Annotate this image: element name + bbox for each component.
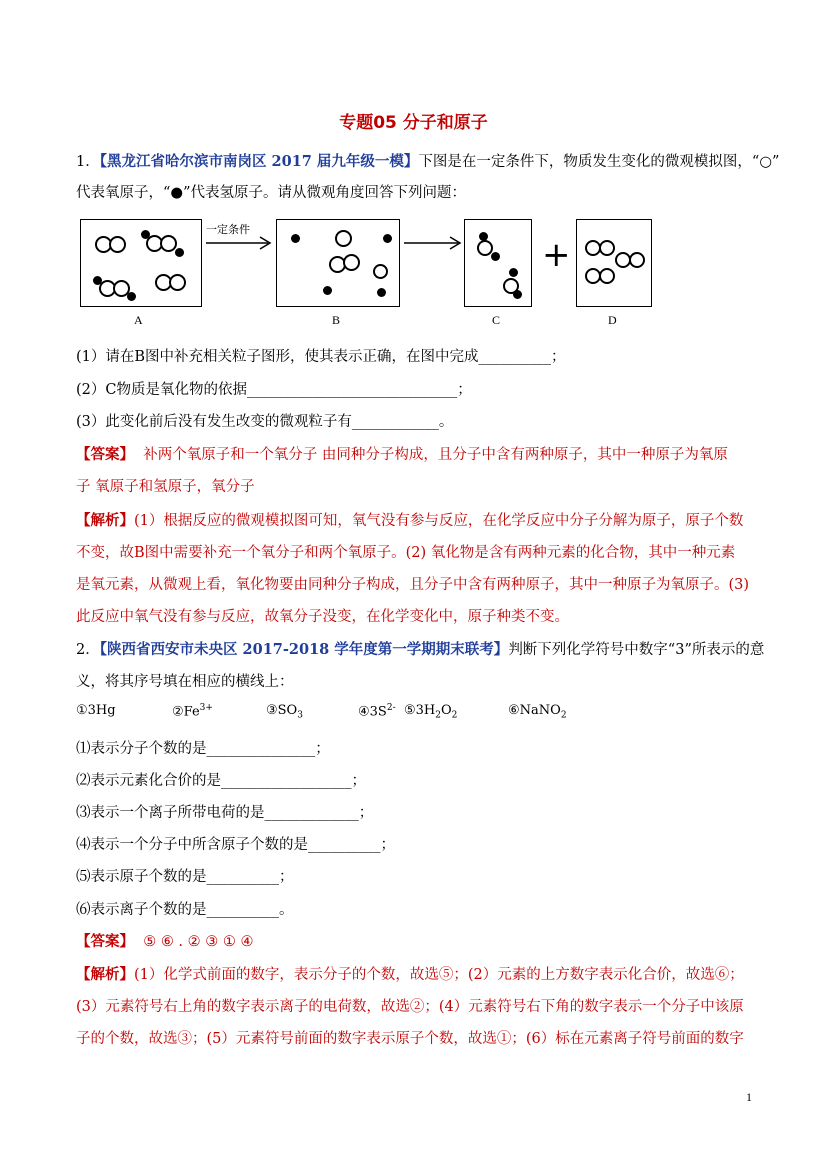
hydrogen-atom [509,268,518,277]
q2-item-6: ⑹表示离子个数的是__________。 [76,902,294,918]
q2-answer-tag: 【答案】 [76,933,134,950]
q1-source: 【黑龙江省哈尔滨市南岗区 2017 届九年级一模】 [99,153,419,170]
q1-sub1: (1）请在B图中补充相关粒子图形，使其表示正确，在图中完成__________； [76,349,566,365]
q2-stem-a: 判断下列化学符号中数字“3”所表示的意 [508,642,765,658]
label-c: C [492,313,501,327]
q2-item-2: ⑵表示元素化合价的是__________________； [76,773,366,789]
q1-stem-b: 代表氧原子，“●”代表氢原子。请从微观角度回答下列问题： [76,185,466,201]
q2-item-1: ⑴表示分子个数的是_______________； [76,741,330,757]
hydrogen-atom [175,248,184,257]
q2-analysis-line3: 子的个数，故选③；(5）元素符号前面的数字表示原子个数，故选①；(6）标在元素离子符号前面的数字 [76,1031,744,1047]
hydrogen-atom [513,290,522,299]
page-number: 1 [746,1090,752,1104]
q2-answer-line [76,930,253,951]
oxygen-atom [599,240,615,256]
q2-analysis-line1 [76,963,744,984]
oxygen-atom [373,264,388,279]
q1-answer-line1 [76,443,728,464]
q1-analysis-tag: 【解析】 [76,512,134,529]
q1-sub3: (3）此变化前后没有发生改变的微观粒子有____________。 [76,414,454,430]
q2-number: 2． [76,642,100,658]
hydrogen-atom [383,234,392,243]
q2-item-4: ⑷表示一个分子中所含原子个数的是__________； [76,837,395,853]
q2-analysis-line2: (3）元素符号右上角的数字表示离子的电荷数，故选②；(4）元素符号右下角的数字表示一个分子中该原 [76,999,744,1015]
oxygen-atom [160,235,177,252]
hydrogen-atom [127,292,136,301]
oxygen-atom [629,252,645,268]
oxygen-atom [599,268,615,284]
q1-answer-tag: 【答案】 [76,446,134,463]
q2-item-5: ⑸表示原子个数的是__________； [76,869,294,885]
box-c [464,219,532,307]
hydrogen-atom [491,252,500,261]
q2-stem-b: 义，将其序号填在相应的横线上： [76,674,294,690]
arrow-label: 一定条件 [206,223,250,236]
oxygen-atom [335,230,352,247]
symbol-5: $⑤3H_2O_2$ [404,703,458,721]
q1-answer-a: 补两个氧原子和一个氧分子 由同种分子构成，且分子中含有两种原子，其中一种原子为氧原 [143,447,728,463]
label-b: B [332,313,341,327]
q2-source: 【陕西省西安市未央区 2017-2018 学年度第一学期期末联考】 [99,641,509,658]
q2-item-3: ⑶表示一个离子所带电荷的是_____________； [76,805,374,821]
reaction-arrow-2 [402,235,464,251]
oxygen-atom [343,254,360,271]
box-d [576,219,652,307]
box-a [80,219,202,307]
box-b [276,219,400,307]
symbol-4: $④3S^{2-}$ [358,703,396,720]
q1-stem-line1 [76,150,779,171]
oxygen-atom [109,236,126,253]
q1-number: 1． [76,154,100,170]
reaction-arrow-1 [204,235,274,251]
q2-answer: ⑤ ⑥ . ② ③ ① ④ [143,934,254,950]
q1-answer-b: 子 氧原子和氢原子，氧分子 [76,479,255,495]
reaction-figure [76,213,676,333]
label-a: A [134,313,143,327]
hydrogen-atom [323,286,332,295]
symbol-2: $②Fe^{3+}$ [172,703,213,720]
oxygen-atom [169,274,186,291]
hydrogen-atom [291,234,300,243]
q1-analysis-line1 [76,509,743,530]
symbol-6: ⑥NaNO$_2$ [508,703,567,721]
q2-analysis-text: (1）化学式前面的数字，表示分子的个数，故选⑤；(2）元素的上方数字表示化合价，故选⑥； [134,967,744,983]
q1-analysis-text: (1）根据反应的微观模拟图可知，氧气没有参与反应，在化学反应中分子分解为原子，原子个数 [134,513,744,529]
q1-sub2: (2）C物质是氧化物的依据_____________________________； [76,382,472,398]
symbol-3: $③SO_3$ [266,703,303,721]
symbol-1: ①3Hg [76,703,116,718]
q1-analysis-line4: 此反应中氧气没有参与反应，故氧分子没变，在化学变化中，原子种类不变。 [76,609,569,625]
hydrogen-atom [377,288,386,297]
q2-stem-line1 [76,638,764,659]
label-d: D [608,313,617,327]
q1-stem-a: 下图是在一定条件下，物质发生变化的微观模拟图，“○” [418,154,780,170]
plus-sign: + [542,235,571,275]
q2-analysis-tag: 【解析】 [76,966,134,983]
q1-analysis-line2: 不变，故B图中需要补充一个氧分子和两个氧原子。(2) 氧化物是含有两种元素的化合物，其中一种元素 [76,545,736,561]
q1-analysis-line3: 是氧元素，从微观上看，氧化物要由同种分子构成，且分子中含有两种原子，其中一种原子为氧原子。(3) [76,577,750,593]
page-title: 专题05 分子和原子 [339,113,488,133]
